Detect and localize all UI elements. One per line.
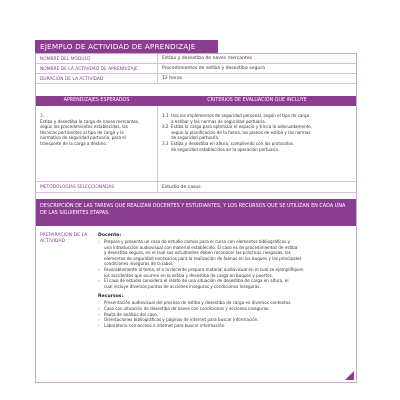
- row-modulo: [36, 54, 356, 64]
- criterio-line: Usa los implementos de seguridad personal, según el tipo de carga: [171, 113, 310, 118]
- criterio-item: [162, 113, 354, 124]
- aprendizaje-line: normativa de seguridad portuaria, para el: [40, 135, 126, 141]
- aprendizaje-line: técnicas pertinentes al tipo de carga y la: [40, 129, 124, 135]
- docente-line: los accidentes que ocurren en la estiba y desestiba de carga en buques y puertos.: [104, 272, 274, 278]
- criterio-number: 3.1: [162, 113, 169, 118]
- preparacion-content: [98, 233, 352, 328]
- recursos-label: Recursos:: [98, 294, 124, 300]
- recurso-line: Caso con situación de desestiba de naves con condiciones y acciones inseguras.: [104, 305, 270, 311]
- criterio-number: 3.2: [162, 124, 169, 130]
- row-duracion: [36, 74, 356, 84]
- docente-line: condiciones inseguras de la labor.: [104, 261, 174, 267]
- aprendizaje-number: 3.: [40, 113, 44, 118]
- bullet-icon: ›: [98, 311, 100, 317]
- header-criterios: CRITERIOS DE EVALUACIÓN QUE INCLUYE: [207, 98, 307, 103]
- recurso-item: [98, 323, 352, 329]
- aprendizaje-line: Estiba y desestiba la carga de naves mercantes,: [40, 118, 140, 124]
- criterios-block: [162, 113, 354, 152]
- docente-line: cual incluye diversos puntos de acciones inseguras y condiciones inseguras.: [104, 283, 261, 289]
- recurso-line: Presentación audiovisual del proceso de estiba y desestiba de carga en diversos contextos.: [104, 300, 292, 306]
- page-title: EJEMPLO DE ACTIVIDAD DE APRENDIZAJE: [35, 40, 218, 53]
- row-label-modulo: NOMBRE DEL MÓDULO: [40, 56, 91, 62]
- docente-line: una introducción audiovisual con material establecido. El caso es de procedimientos de estiba: [104, 244, 298, 250]
- criterio-line: de seguridad portuaria.: [171, 135, 220, 141]
- bullet-icon: ›: [98, 239, 100, 244]
- criterio-item: [162, 124, 354, 141]
- docente-line: Favorablemente al tema, el o la docente prepara material audiovisual en el cual se ejemplifiquen: [104, 266, 304, 272]
- activity-table: [35, 53, 357, 383]
- bullet-icon: ›: [98, 278, 100, 284]
- criterio-line: Estiba y desestiba en altura, cumpliendo con los protocolos: [171, 140, 293, 146]
- preparacion-section: [36, 226, 356, 383]
- criterio-line: Estiba la carga para optimizar el espacio y trinca la adecuadamente,: [171, 124, 313, 130]
- corner-fold-icon: [345, 371, 354, 380]
- criterio-line: a estibar y las normas de seguridad portuaria.: [171, 118, 266, 124]
- preparacion-label: PREPARACIÓN DE LA ACTIVIDAD: [40, 233, 88, 245]
- row-metodologias: [36, 182, 356, 193]
- header-aprendizajes: APRENDIZAJES ESPERADOS: [63, 98, 130, 103]
- row-value-modulo: Estiba y desestiba de naves mercantes: [162, 56, 253, 61]
- row-label-metodologias: METODOLOGÍAS SELECCIONADAS: [40, 185, 115, 190]
- recurso-line: Pauta de análisis del caso.: [104, 311, 158, 317]
- bullet-icon: ›: [98, 317, 100, 323]
- criterio-item: [162, 141, 354, 152]
- row-value-duracion: 12 horas: [162, 76, 183, 81]
- docente-item: [98, 278, 352, 289]
- row-label-actividad: NOMBRE DE LA ACTIVIDAD DE APRENDIZAJE: [40, 66, 138, 72]
- bullet-icon: ›: [98, 322, 100, 328]
- criterio-line: de seguridad establecidos en la operación portuaria.: [171, 146, 280, 152]
- row-aprendizaje-criterios: [36, 106, 356, 182]
- bullet-icon: ›: [98, 305, 100, 311]
- row-value-metodologias: Estudio de casos: [162, 184, 201, 190]
- description-banner: DESCRIPCIÓN DE LAS TAREAS QUE REALIZAN DOCENTES Y ESTUDIANTES, Y LOS RECURSOS QUE SE UTILIZAN EN CADA UNA DE LAS SIGUIENTES ETAPAS:: [36, 199, 356, 226]
- row-label-duracion: DURACIÓN DE LA ACTIVIDAD: [40, 76, 104, 82]
- docente-line: y desestiba segura, en el cual sus estudiantes deben reconocer las prácticas riesgosas, los: [104, 250, 291, 256]
- docente-item: [98, 239, 352, 267]
- criterio-number: 3.3: [162, 140, 169, 146]
- docente-line: El caso de estudio considera el relato de una situación de desestiba de carga en altura, el: [104, 278, 289, 284]
- aprendizaje-block: [40, 113, 154, 147]
- recurso-line: Orientaciones bibliográficas y páginas de internet para buscar información.: [104, 317, 259, 323]
- bullet-icon: ›: [98, 266, 100, 272]
- criterio-line: según la planificación de la faena, los planos de estiba y las normas: [171, 129, 311, 135]
- bullet-icon: ›: [98, 300, 100, 306]
- docente-line: Prepara y presenta un caso de estudio común para el curso con elementos bibliográficos y: [104, 239, 291, 244]
- header-band: [36, 96, 356, 106]
- row-value-actividad: Procedimientos de estiba y desestiba segura: [162, 66, 266, 71]
- aprendizaje-line: transporte de la carga a destino.: [40, 140, 108, 146]
- docente-label: Docente:: [98, 233, 122, 238]
- docente-line: elementos de seguridad necesarios para la realización de faenas en los buques y las principales: [104, 255, 302, 261]
- docente-item: [98, 267, 352, 278]
- row-actividad: [36, 64, 356, 74]
- aprendizaje-line: según los procedimientos establecidos, las: [40, 124, 128, 130]
- recurso-line: Laboratorio con acceso a internet para buscar información.: [104, 322, 226, 328]
